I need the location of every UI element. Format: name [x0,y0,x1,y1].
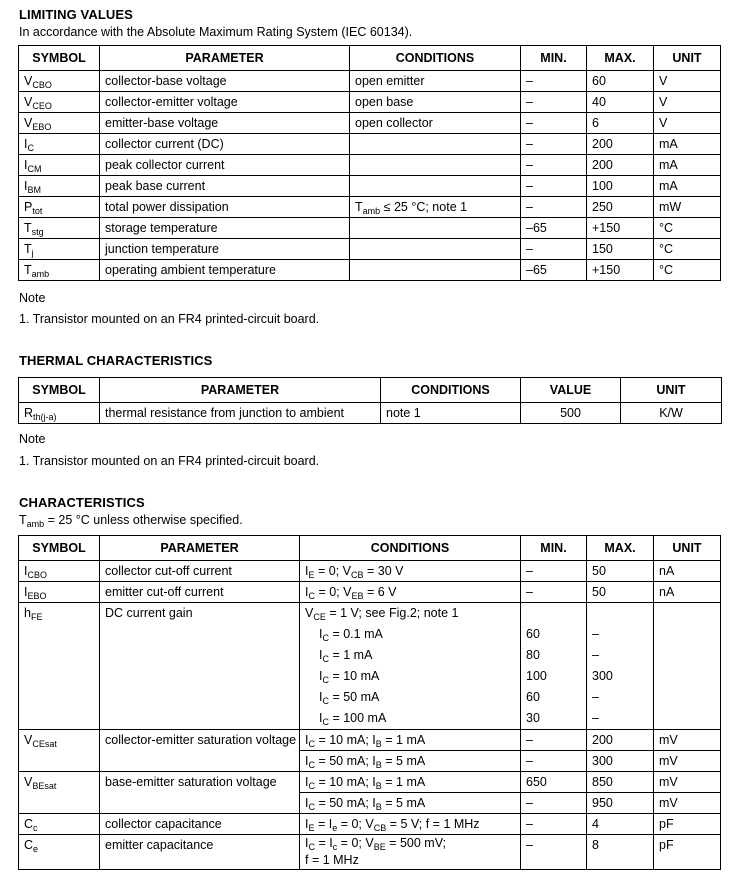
symbol-cell [19,582,100,603]
subscript: EB [351,591,364,601]
max-cell: 300 [587,751,654,772]
unit-cell: °C [654,260,721,281]
conditions-cell: open collector [350,113,521,134]
parameter-cell: DC current gain [100,603,300,730]
header-unit: UNIT [654,46,721,71]
symbol-sub: CEO [32,101,52,111]
parameter-cell: total power dissipation [100,197,350,218]
subscript: B [375,781,382,791]
min-cell: –65 [521,260,587,281]
unit-cell: mV [654,772,721,793]
max-cell: 100 [587,176,654,197]
conditions-cell [350,218,521,239]
symbol-sub: CM [27,164,42,174]
header-conditions: CONDITIONS [300,536,521,561]
header-unit: UNIT [621,378,722,403]
symbol-main: C [24,817,34,831]
max-cell: +150 [587,260,654,281]
condition-line: $I_C = 0.1$ mA [319,627,383,643]
max-cell: 950 [587,793,654,814]
header-conditions: CONDITIONS [350,46,521,71]
thermal-note: 1. Transistor mounted on an FR4 printed-circuit board. [19,454,320,468]
conditions-cell [350,134,521,155]
unit-cell: pF [654,814,721,835]
condition-line: f = 1 MHz [305,853,359,867]
subscript: C [308,739,315,749]
condition-line: $I_C = 1$ mA [319,648,373,664]
symbol-main: V [24,733,33,747]
min-cell: – [521,134,587,155]
max-line: – [592,648,599,662]
min-cell: – [521,71,587,92]
conditions-cell [350,239,521,260]
condition-line: $I_C = 100$ mA [319,711,387,727]
table-header-row [19,536,721,561]
thermal-title: THERMAL CHARACTERISTICS [19,353,213,368]
min-cell: – [521,176,587,197]
table-row [19,835,721,870]
subscript: amb [362,206,381,216]
min-cell: – [521,814,587,835]
subscript: c [332,842,338,852]
conditions-cell [350,260,521,281]
table-row [19,71,721,92]
min-cell: – [521,793,587,814]
limiting-values-title: LIMITING VALUES [19,7,133,22]
conditions-cell: $I_C = 10$ mA; $I_B = 1$ mA [300,772,521,793]
symbol-cell [19,260,100,281]
symbol-cell [19,814,100,835]
conditions-cell [350,176,521,197]
parameter-cell: emitter capacitance [100,835,300,870]
subscript: CE [313,612,326,622]
symbol-main: I [24,137,28,151]
symbol-main: V [24,775,33,789]
symbol-sub: amb [31,269,50,279]
unit-cell: mW [654,197,721,218]
unit-cell: mV [654,751,721,772]
unit-cell: °C [654,239,721,260]
min-cell: – [521,155,587,176]
header-symbol: SYMBOL [19,536,100,561]
parameter-cell: peak base current [100,176,350,197]
max-cell: 40 [587,92,654,113]
symbol-main: R [24,406,34,420]
max-cell: 50 [587,582,654,603]
header-max: MAX. [587,46,654,71]
symbol-sub: CBO [27,570,47,580]
symbol-main: T [24,221,32,235]
min-cell: – [521,561,587,582]
symbol-cell [19,92,100,113]
characteristics-title: CHARACTERISTICS [19,495,145,510]
parameter-cell: emitter cut-off current [100,582,300,603]
header-conditions: CONDITIONS [381,378,521,403]
subscript: B [375,739,382,749]
subscript: E [308,823,315,833]
symbol-cell [19,835,100,870]
symbol-cell [19,403,100,424]
header-value: VALUE [521,378,621,403]
table-row [19,218,721,239]
symbol-cell [19,239,100,260]
table-row [19,814,721,835]
limiting-values-note-heading: Note [19,291,46,305]
parameter-cell: storage temperature [100,218,350,239]
header-symbol: SYMBOL [19,46,100,71]
symbol-main: V [24,95,33,109]
condition-line: $I_C = I_c = 0$; $V_{BE} = 500$ mV; [305,836,447,852]
subscript: C [308,842,315,852]
conditions-cell: $I_C = 10$ mA; $I_B = 1$ mA [300,730,521,751]
conditions-cell: $I_E = 0$; $V_{CB} = 30$ V [300,561,521,582]
max-line [592,603,653,624]
symbol-main: T [24,242,32,256]
min-cell: – [521,730,587,751]
max-cell: 150 [587,239,654,260]
symbol-main: V [24,116,33,130]
symbol-sub: j [31,248,34,258]
symbol-sub: th(j-a) [33,412,57,422]
symbol-main: I [24,564,28,578]
symbol-main: P [24,200,33,214]
header-symbol: SYMBOL [19,378,100,403]
parameter-cell: junction temperature [100,239,350,260]
parameter-cell: collector-base voltage [100,71,350,92]
symbol-cell [19,603,100,730]
table-header-row [19,46,721,71]
parameter-cell: collector-emitter saturation voltage [100,730,300,772]
symbol-main: h [24,606,31,620]
table-row [19,113,721,134]
max-cell: 50 [587,561,654,582]
condition-line: $V_{CE} = 1$ V; see Fig.2; note 1 [305,606,459,622]
min-line: 60 [526,627,540,641]
min-cell: – [521,197,587,218]
min-line: 80 [526,648,540,662]
unit-cell: V [654,71,721,92]
symbol-cell [19,71,100,92]
table-header-row [19,378,722,403]
conditions-cell [350,155,521,176]
subtitle-sub: amb [26,519,45,529]
header-parameter: PARAMETER [100,46,350,71]
subscript: C [308,802,315,812]
max-line: 300 [592,669,613,683]
table-row [19,772,721,793]
conditions-cell: open base [350,92,521,113]
symbol-main: I [24,179,28,193]
characteristics-subtitle [19,513,243,527]
unit-cell: pF [654,835,721,870]
symbol-cell [19,730,100,772]
max-cell: 200 [587,155,654,176]
subscript: C [322,696,329,706]
table-row [19,582,721,603]
symbol-sub: BEsat [32,781,57,791]
min-cell: – [521,113,587,134]
symbol-sub: C [27,143,34,153]
max-cell: 200 [587,134,654,155]
conditions-cell: $I_C = 50$ mA; $I_B = 5$ mA [300,751,521,772]
unit-cell: nA [654,561,721,582]
parameter-cell: collector current (DC) [100,134,350,155]
min-cell [521,603,587,730]
symbol-sub: tot [32,206,43,216]
table-row [19,134,721,155]
symbol-cell [19,218,100,239]
table-row-hfe [19,603,721,730]
symbol-sub: c [33,823,38,833]
conditions-cell: note 1 [381,403,521,424]
parameter-cell: collector capacitance [100,814,300,835]
max-cell: 8 [587,835,654,870]
table-row [19,561,721,582]
max-cell: 850 [587,772,654,793]
unit-cell: °C [654,218,721,239]
subscript: e [332,823,338,833]
max-cell: +150 [587,218,654,239]
table-row [19,155,721,176]
unit-cell: mA [654,134,721,155]
symbol-cell [19,197,100,218]
conditions-cell: $I_E = I_e = 0$; $V_{CB} = 5$ V; f = 1 MHz [300,814,521,835]
symbol-main: I [24,585,28,599]
symbol-main: I [24,158,28,172]
table-row [19,92,721,113]
subscript: CB [350,570,364,580]
symbol-cell [19,113,100,134]
unit-cell [654,603,721,730]
symbol-cell [19,134,100,155]
max-cell: 4 [587,814,654,835]
limiting-values-table [18,45,721,281]
min-line: 60 [526,690,540,704]
parameter-cell: collector cut-off current [100,561,300,582]
table-row [19,197,721,218]
parameter-cell: emitter-base voltage [100,113,350,134]
unit-cell: V [654,92,721,113]
limiting-values-subtitle: In accordance with the Absolute Maximum Rating System (IEC 60134). [19,25,413,39]
symbol-sub: EBO [32,122,52,132]
min-cell: 650 [521,772,587,793]
min-cell: – [521,239,587,260]
symbol-cell [19,155,100,176]
table-row [19,403,722,424]
subscript: C [322,654,329,664]
header-parameter: PARAMETER [100,378,381,403]
unit-cell: K/W [621,403,722,424]
max-cell: 200 [587,730,654,751]
subscript: E [308,570,315,580]
parameter-cell: peak collector current [100,155,350,176]
min-cell: – [521,582,587,603]
header-min: MIN. [521,46,587,71]
limiting-values-note: 1. Transistor mounted on an FR4 printed-circuit board. [19,312,320,326]
conditions-cell: open emitter [350,71,521,92]
thermal-note-heading: Note [19,432,46,446]
conditions-cell: $T_{amb} \le 25$ °C; note 1 [350,197,521,218]
conditions-cell: $I_C = 50$ mA; $I_B = 5$ mA [300,793,521,814]
parameter-cell: thermal resistance from junction to ambient [100,403,381,424]
symbol-main: V [24,74,33,88]
subscript: B [375,802,382,812]
conditions-cell [300,835,521,870]
unit-cell: V [654,113,721,134]
min-cell: –65 [521,218,587,239]
subscript: C [322,675,329,685]
unit-cell: mV [654,730,721,751]
min-line: 30 [526,711,540,725]
conditions-cell [300,603,521,730]
max-cell [587,603,654,730]
parameter-cell: collector-emitter voltage [100,92,350,113]
max-cell: 6 [587,113,654,134]
table-row [19,239,721,260]
subscript: C [308,760,315,770]
header-unit: UNIT [654,536,721,561]
subscript: C [322,633,329,643]
max-line: – [592,627,599,641]
max-cell: 60 [587,71,654,92]
subscript: CB [373,823,387,833]
symbol-cell [19,772,100,814]
min-line: 100 [526,669,547,683]
parameter-cell: operating ambient temperature [100,260,350,281]
symbol-sub: BM [27,185,41,195]
thermal-table [18,377,722,424]
max-line: – [592,711,599,725]
conditions-cell: $I_C = 0$; $V_{EB} = 6$ V [300,582,521,603]
symbol-sub: EBO [27,591,47,601]
unit-cell: mV [654,793,721,814]
max-cell: 250 [587,197,654,218]
symbol-main: T [24,263,32,277]
symbol-sub: stg [31,227,44,237]
unit-cell: mA [654,176,721,197]
symbol-cell [19,176,100,197]
subscript: BE [373,842,386,852]
subscript: B [375,760,382,770]
parameter-cell: base-emitter saturation voltage [100,772,300,814]
unit-cell: mA [654,155,721,176]
symbol-sub: CBO [32,80,52,90]
symbol-sub: CEsat [32,739,57,749]
table-row [19,176,721,197]
value-cell: 500 [521,403,621,424]
subscript: C [308,781,315,791]
table-row [19,260,721,281]
unit-cell: nA [654,582,721,603]
min-cell: – [521,92,587,113]
subscript: C [322,717,329,727]
symbol-main: C [24,838,34,852]
subscript: C [308,591,315,601]
header-parameter: PARAMETER [100,536,300,561]
min-line [526,603,586,624]
header-max: MAX. [587,536,654,561]
condition-line: $I_C = 10$ mA [319,669,380,685]
characteristics-table [18,535,721,870]
symbol-sub: FE [30,612,43,622]
symbol-cell [19,561,100,582]
subtitle-text: = 25 °C unless otherwise specified. [44,513,243,527]
min-cell: – [521,835,587,870]
table-row [19,730,721,751]
condition-line: $I_C = 50$ mA [319,690,380,706]
subtitle-symbol: T [19,513,27,527]
min-cell: – [521,751,587,772]
symbol-sub: e [33,844,39,854]
max-line: – [592,690,599,704]
header-min: MIN. [521,536,587,561]
